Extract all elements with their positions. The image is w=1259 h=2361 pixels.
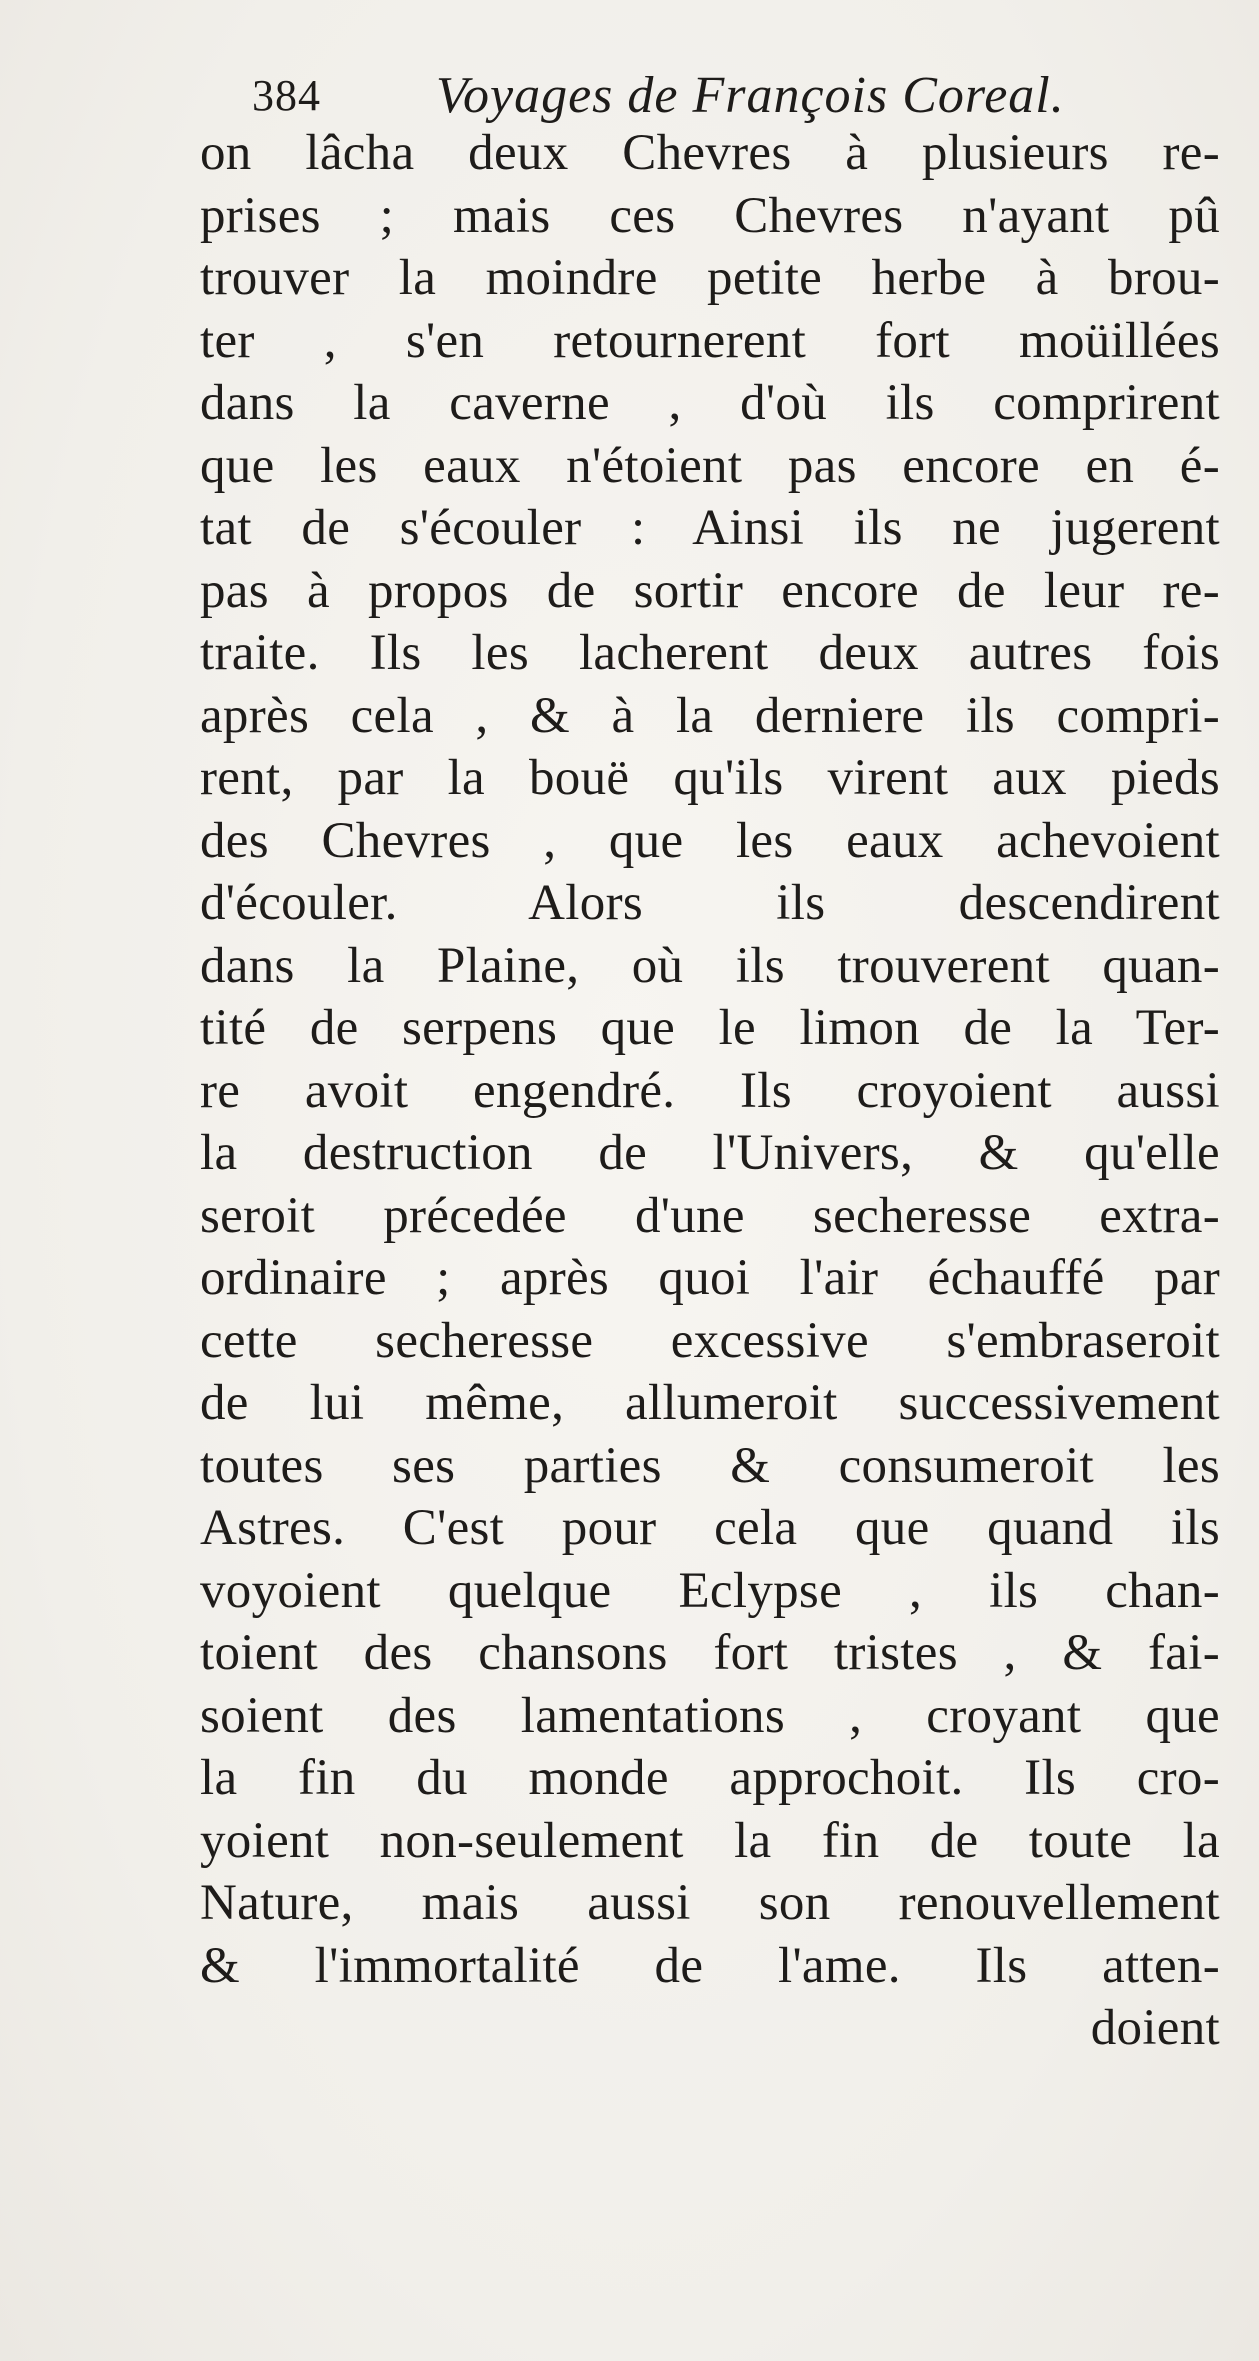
text-line: la destruction de l'Univers, & qu'elle: [200, 1125, 1220, 1181]
text-line: tat de s'écouler : Ainsi ils ne jugerent: [200, 500, 1220, 556]
page-number: 384: [252, 71, 321, 120]
text-line: & l'immortalité de l'ame. Ils atten-: [200, 1937, 1220, 1994]
text-line: ter , s'en retournerent fort moüillées: [200, 312, 1220, 369]
text-line: yoient non-seulement la fin de toute la: [200, 1812, 1220, 1869]
body-text: [200, 122, 1220, 2060]
text-line: après cela , & à la derniere ils compri-: [200, 687, 1220, 744]
text-line: dans la Plaine, où ils trouverent quan-: [200, 937, 1220, 994]
text-line: on lâcha deux Chevres à plusieurs re-: [200, 125, 1220, 181]
text-line: que les eaux n'étoient pas encore en é-: [200, 437, 1220, 494]
text-line: rent, par la bouë qu'ils virent aux pieds: [200, 750, 1220, 806]
text-line: pas à propos de sortir encore de leur re-: [200, 562, 1220, 619]
text-line: toutes ses parties & consumeroit les: [200, 1437, 1220, 1494]
text-line: la fin du monde approchoit. Ils cro-: [200, 1750, 1220, 1806]
running-title: Voyages de François Coreal.: [436, 67, 1065, 124]
text-line: cette secheresse excessive s'embraseroit: [200, 1312, 1220, 1369]
text-line: Nature, mais aussi son renouvellement: [200, 1875, 1220, 1931]
text-line: prises ; mais ces Chevres n'ayant pû: [200, 187, 1220, 244]
text-line: toient des chansons fort tristes , & fai-: [200, 1625, 1220, 1681]
text-line: d'écouler. Alors ils descendirent: [200, 875, 1220, 931]
text-line: seroit précedée d'une secheresse extra-: [200, 1187, 1220, 1244]
text-line: tité de serpens que le limon de la Ter-: [200, 1000, 1220, 1056]
text-line: soient des lamentations , croyant que: [200, 1687, 1220, 1744]
text-line: voyoient quelque Eclypse , ils chan-: [200, 1562, 1220, 1619]
text-line: ordinaire ; après quoi l'air échauffé par: [200, 1250, 1220, 1306]
text-line: trouver la moindre petite herbe à brou-: [200, 250, 1220, 306]
text-line: de lui même, allumeroit successivement: [200, 1375, 1220, 1431]
text-line: Astres. C'est pour cela que quand ils: [200, 1500, 1220, 1556]
catchword: doient: [1090, 2000, 1220, 2056]
text-line: des Chevres , que les eaux achevoient: [200, 812, 1220, 869]
text-line: re avoit engendré. Ils croyoient aussi: [200, 1062, 1220, 1119]
text-line: dans la caverne , d'où ils comprirent: [200, 375, 1220, 431]
text-line: traite. Ils les lacherent deux autres fois: [200, 625, 1220, 681]
